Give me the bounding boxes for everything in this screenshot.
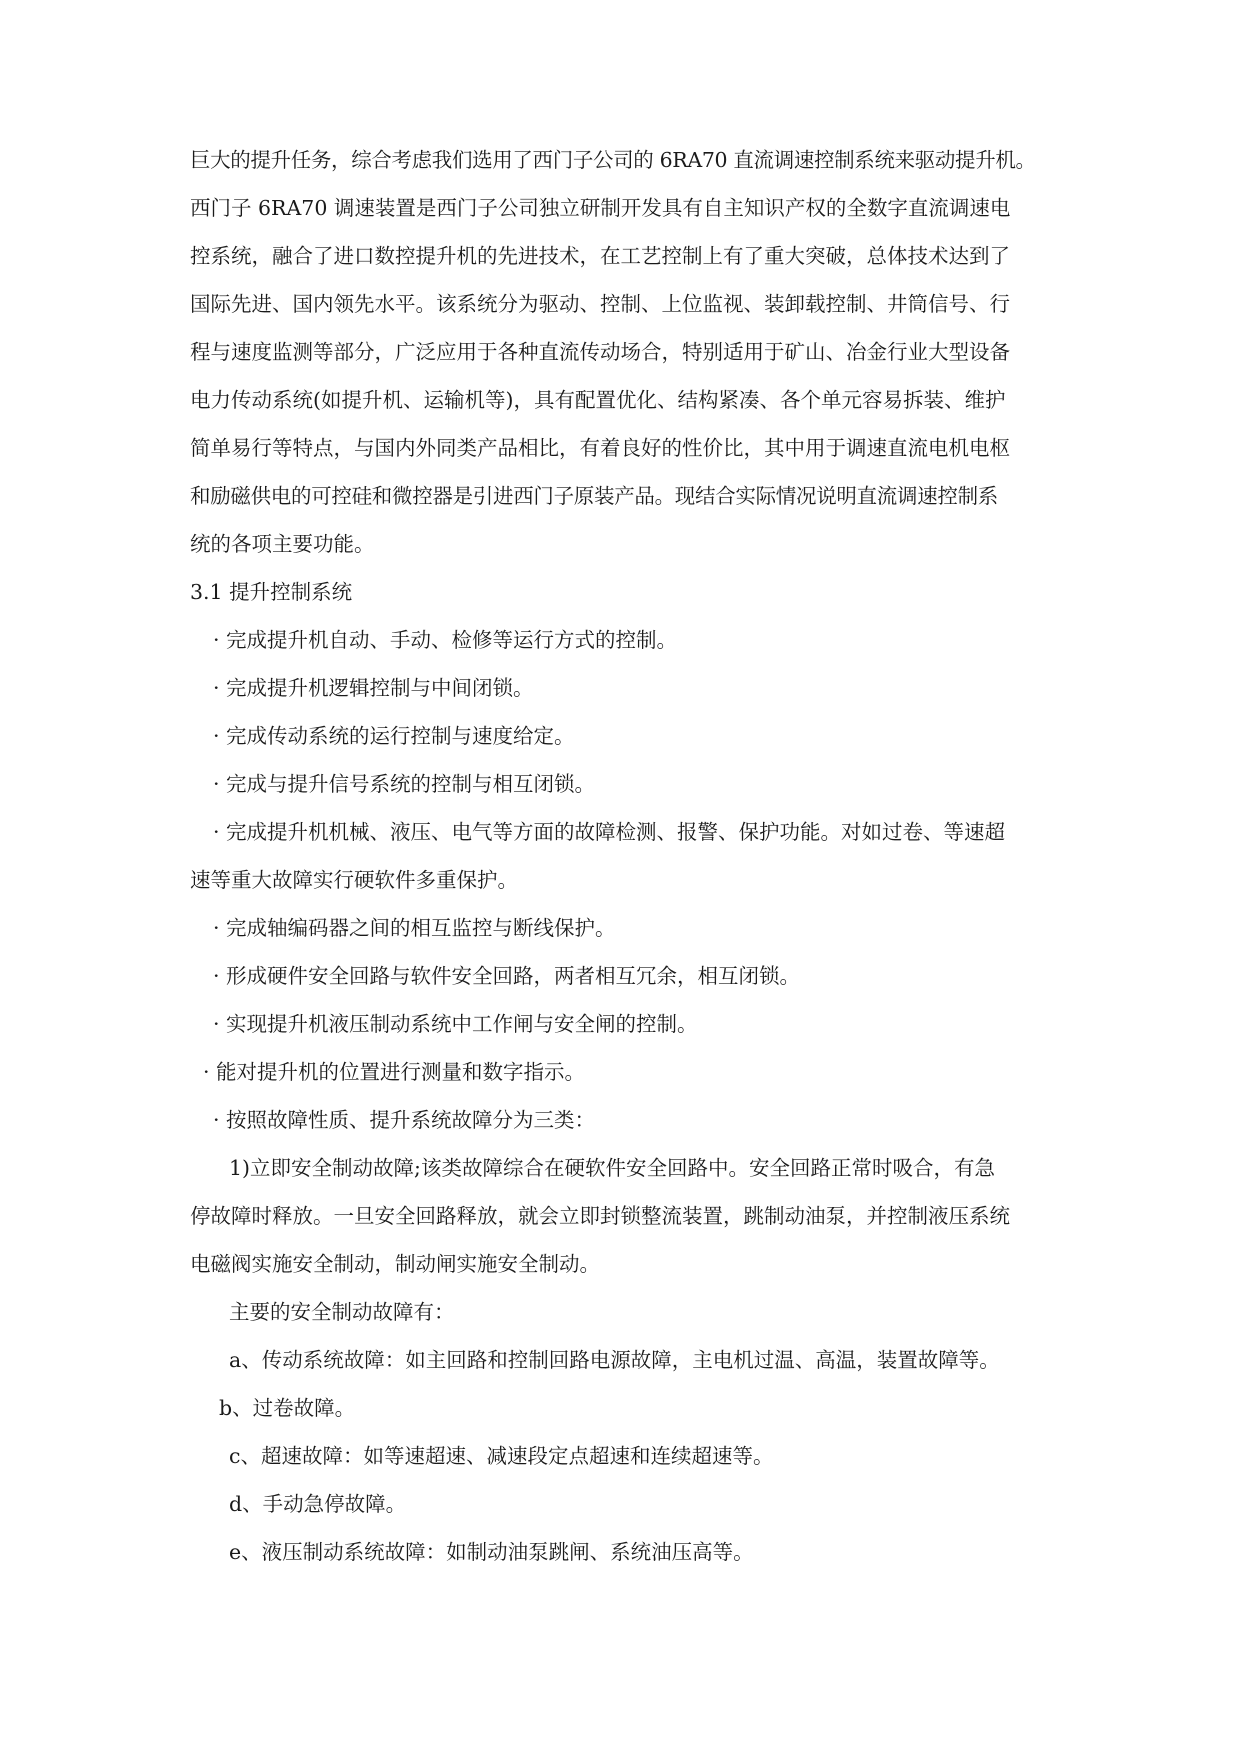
fault-item: d、手动急停故障。 [229, 1492, 407, 1516]
bullet-item: · 完成轴编码器之间的相互监控与断线保护。 [213, 916, 616, 940]
fault-item: e、液压制动系统故障：如制动油泵跳闸、系统油压高等。 [229, 1540, 754, 1564]
fault-line-3: 电磁阀实施安全制动，制动闸实施安全制动。 [190, 1252, 600, 1276]
bullet-item: · 完成提升机机械、液压、电气等方面的故障检测、报警、保护功能。对如过卷、等速超 [213, 820, 1006, 844]
intro-line-7: 简单易行等特点，与国内外同类产品相比，有着良好的性价比，其中用于调速直流电机电枢 [190, 436, 1010, 460]
section-heading: 3.1 提升控制系统 [190, 580, 353, 604]
intro-line-9: 统的各项主要功能。 [190, 532, 375, 556]
intro-line-4: 国际先进、国内领先水平。该系统分为驱动、控制、上位监视、装卸载控制、井筒信号、行 [190, 292, 1010, 316]
fault-line-2: 停故障时释放。一旦安全回路释放，就会立即封锁整流装置，跳制动油泵，并控制液压系统 [190, 1204, 1010, 1228]
bullet-item: · 实现提升机液压制动系统中工作闸与安全闸的控制。 [213, 1012, 698, 1036]
bullet-item: · 能对提升机的位置进行测量和数字指示。 [203, 1060, 586, 1084]
bullet-item: · 按照故障性质、提升系统故障分为三类： [213, 1108, 596, 1132]
bullet-item: · 完成提升机逻辑控制与中间闭锁。 [213, 676, 534, 700]
fault-item: c、超速故障：如等速超速、减速段定点超速和连续超速等。 [229, 1444, 774, 1468]
fault-item: b、过卷故障。 [219, 1396, 356, 1420]
fault-line-1: 1)立即安全制动故障;该类故障综合在硬软件安全回路中。安全回路正常时吸合，有急 [229, 1156, 995, 1180]
intro-line-5: 程与速度监测等部分，广泛应用于各种直流传动场合，特别适用于矿山、冶金行业大型设备 [190, 340, 1010, 364]
fault-item: a、传动系统故障：如主回路和控制回路电源故障，主电机过温、高温，装置故障等。 [229, 1348, 1000, 1372]
intro-line-8: 和励磁供电的可控硅和微控器是引进西门子原装产品。现结合实际情况说明直流调速控制系 [190, 484, 998, 508]
intro-line-6: 电力传动系统(如提升机、运输机等)，具有配置优化、结构紧凑、各个单元容易拆装、维护 [190, 388, 1006, 412]
bullet-item: · 完成与提升信号系统的控制与相互闭锁。 [213, 772, 596, 796]
bullet-item: · 完成提升机自动、手动、检修等运行方式的控制。 [213, 628, 678, 652]
intro-line-3: 控系统，融合了进口数控提升机的先进技术，在工艺控制上有了重大突破，总体技术达到了 [190, 244, 1010, 268]
main-faults-label: 主要的安全制动故障有： [229, 1300, 455, 1324]
bullet-item-continuation: 速等重大故障实行硬软件多重保护。 [190, 868, 518, 892]
intro-line-2: 西门子 6RA70 调速装置是西门子公司独立研制开发具有自主知识产权的全数字直流调速电 [190, 196, 1011, 220]
intro-line-1: 巨大的提升任务，综合考虑我们选用了西门子公司的 6RA70 直流调速控制系统来驱动提升机。 [190, 148, 1036, 172]
bullet-item: · 形成硬件安全回路与软件安全回路，两者相互冗余，相互闭锁。 [213, 964, 801, 988]
bullet-item: · 完成传动系统的运行控制与速度给定。 [213, 724, 575, 748]
